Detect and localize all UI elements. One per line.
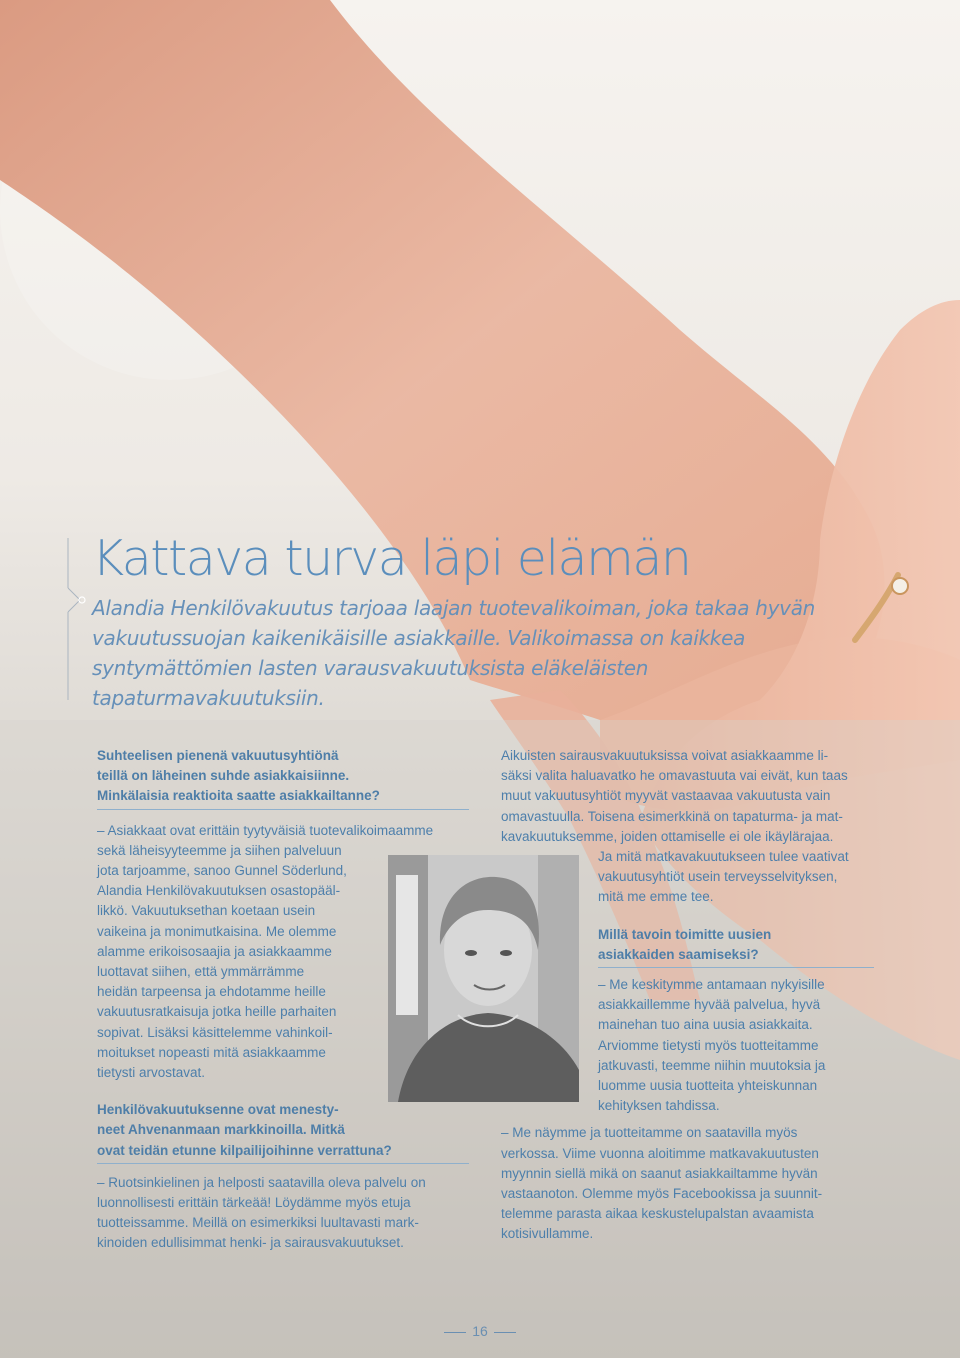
answer-3-line: – Me keskitymme antamaan nykyisille <box>598 977 825 993</box>
answer-4-line: vastaanoton. Olemme myös Facebookissa ja suunnit- <box>501 1186 823 1202</box>
answer-1-line: tietysti arvostavat. <box>97 1065 206 1081</box>
page-number-dash <box>444 1332 466 1333</box>
question-1 <box>97 746 469 807</box>
paragraph-2 <box>501 847 881 908</box>
answer-2-line: tuotteissamme. Meillä on esimerkiksi luultavasti mark- <box>97 1215 419 1231</box>
page-number <box>0 1323 960 1339</box>
paragraph-1-line: Aikuisten sairausvakuutuksissa voivat asiakkaamme li- <box>501 748 829 763</box>
answer-3-line: asiakkaillemme hyvää palvelua, hyvä <box>598 997 821 1013</box>
page-number-value: 16 <box>472 1323 488 1339</box>
article-lead: Alandia Henkilövakuutus tarjoaa laajan tuotevalikoiman, joka takaa hyvän vakuutussuojan kaikenikäisille asiakkaille. Valikoimassa on kaikkea syntymättömien lasten varausvakuutuksista eläkeläisten tapaturmavakuutuksiin. <box>92 596 816 710</box>
answer-2 <box>97 1173 469 1254</box>
answer-4-line: – Me näymme ja tuotteitamme on saatavilla myös <box>501 1125 798 1141</box>
answer-3-line: Arviomme tietysti myös tuotteitamme <box>598 1037 819 1053</box>
answer-3-line: jatkuvasti, teemme niihin muutoksia ja <box>598 1057 826 1073</box>
question-2-line: Henkilövakuutuksenne ovat menesty- <box>97 1102 339 1118</box>
question-3 <box>501 925 881 965</box>
answer-2-line: kinoiden edullisimmat henki- ja sairausvakuutukset. <box>97 1235 404 1251</box>
question-3-line: asiakkaiden saamiseksi? <box>598 946 759 962</box>
answer-1-line: sopivat. Lisäksi käsittelemme vahinkoil- <box>97 1024 333 1040</box>
paragraph-1-line: säksi valita haluavatko he omavastuuta vai eivät, kun taas <box>501 768 848 784</box>
article-title: Kattava turva läpi elämän <box>92 530 691 587</box>
answer-2-line: – Ruotsinkielinen ja helposti saatavilla oleva palvelu on <box>97 1174 426 1190</box>
title-bracket-decoration <box>60 538 90 700</box>
answer-3-line: luomme uusia tuotteita yhteiskunnan <box>598 1078 818 1094</box>
answer-3-line: kehityksen tahdissa. <box>598 1098 720 1114</box>
paragraph-2-line: mitä me emme tee. <box>598 889 714 905</box>
paragraph-1-line: omavastuulla. Toisena esimerkkinä on tapaturma- ja mat- <box>501 808 843 824</box>
answer-3 <box>501 975 881 1116</box>
answer-1-line: Alandia Henkilövakuutuksen osastopääl- <box>97 883 341 899</box>
question-1-line: Minkälaisia reaktioita saatte asiakkailtanne? <box>97 788 380 804</box>
right-column <box>501 746 881 1245</box>
question-1-line: teillä on läheinen suhde asiakkaisiinne. <box>97 768 350 784</box>
answer-3-line: mainehan tuo aina uusia asiakkaita. <box>598 1017 813 1033</box>
answer-1-line: alamme erikoisosaajia ja asiakkaamme <box>97 943 332 959</box>
answer-4 <box>501 1123 881 1244</box>
question-2-line: ovat teidän etunne kilpailijoihinne verrattuna? <box>97 1142 392 1158</box>
answer-1-line: vakuutusratkaisuja jotka heille parhaiten <box>97 1004 337 1020</box>
page-number-dash <box>494 1332 516 1333</box>
answer-1-line: sekä läheisyyteemme ja siihen palveluun <box>97 842 342 858</box>
divider <box>97 1163 469 1164</box>
question-1-line: Suhteelisen pienenä vakuutusyhtiönä <box>97 748 339 763</box>
paragraph-1-line: muut vakuutusyhtiöt myyvät vastaavaa vakuutusta vain <box>501 788 831 804</box>
answer-4-line: kotisivullamme. <box>501 1226 594 1242</box>
paragraph-1-line: kavakuutuksemme, joiden ottamiselle ei ole ikäylärajaa. <box>501 828 834 844</box>
paragraph-2-line: Ja mitä matkavakuutukseen tulee vaativat <box>598 849 849 865</box>
answer-1-line: jota tarjoamme, sanoo Gunnel Söderlund, <box>97 863 347 879</box>
answer-1-line: – Asiakkaat ovat erittäin tyytyväisiä tuotevalikoimaamme <box>97 822 434 838</box>
question-3-line: Millä tavoin toimitte uusien <box>598 926 772 942</box>
answer-1-line: vaikeina ja monimutkaisina. Me olemme <box>97 923 337 939</box>
answer-1-line: likkö. Vakuutuksethan koetaan usein <box>97 903 316 919</box>
answer-4-line: verkossa. Viime vuonna aloitimme matkavakuutusten <box>501 1145 819 1161</box>
answer-4-line: myynnin siellä mikä on saanut asiakkailtamme hyvän <box>501 1165 818 1181</box>
answer-1-line: heidän tarpeensa ja ehdotamme heille <box>97 984 326 1000</box>
paragraph-1 <box>501 746 881 847</box>
answer-2-line: luonnollisesti erittäin tärkeää! Löydämme myös etuja <box>97 1195 411 1211</box>
question-2 <box>97 1100 469 1161</box>
answer-4-line: telemme parasta aikaa keskustelupalstan avaamista <box>501 1206 814 1222</box>
answer-1-line: luottavat siihen, että ymmärrämme <box>97 964 305 980</box>
divider <box>598 967 874 968</box>
divider <box>97 809 469 810</box>
question-2-line: neet Ahvenanmaan markkinoilla. Mitkä <box>97 1122 345 1138</box>
answer-1-line: moitukset nopeasti mitä asiakkaamme <box>97 1044 326 1060</box>
paragraph-2-line: vakuutusyhtiöt usein terveysselvityksen, <box>598 869 838 885</box>
